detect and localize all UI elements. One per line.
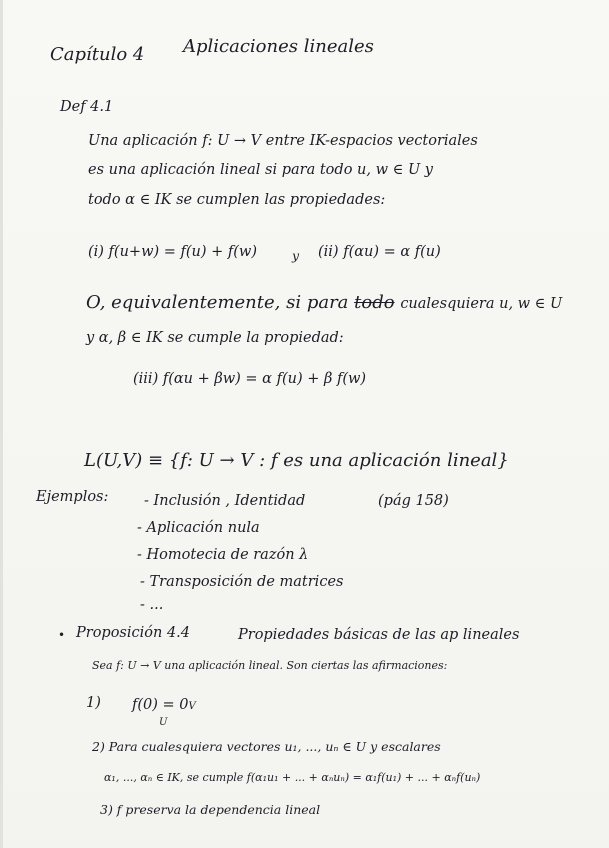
property-iii: (iii) f(αu + βw) = α f(u) + β f(w) bbox=[133, 371, 367, 387]
example-item-4: - Transposición de matrices bbox=[140, 574, 344, 590]
definition-line-1: Una aplicación f: U → V entre IK-espacios vectoriales bbox=[88, 133, 478, 149]
example-item-1: - Inclusión , Identidad bbox=[144, 493, 306, 509]
proposition-intro: Sea f: U → V una aplicación lineal. Son ciertas las afirmaciones: bbox=[92, 659, 448, 672]
example-item-2: - Aplicación nula bbox=[137, 520, 260, 536]
chapter-label: Capítulo 4 bbox=[50, 44, 145, 65]
equivalently-struck-word: todo bbox=[354, 292, 395, 313]
property-1-number: 1) bbox=[86, 695, 101, 711]
equivalently-suffix: cualesquiera u, w ∈ U bbox=[400, 296, 563, 312]
page-edge bbox=[0, 0, 3, 848]
linear-maps-set-definition: L(U,V) ≡ {f: U → V : f es una aplicación lineal} bbox=[84, 450, 509, 471]
property-i: (i) f(u+w) = f(u) + f(w) bbox=[88, 244, 257, 260]
property-1-open: f(0 bbox=[132, 697, 153, 713]
equivalently-line bbox=[86, 294, 562, 312]
property-3: 3) f preserva la dependencia lineal bbox=[100, 802, 321, 817]
definition-label: Def 4.1 bbox=[60, 99, 114, 115]
property-2-line-2: α₁, ..., αₙ ∈ IK, se cumple f(α₁u₁ + ... + αₙuₙ) = α₁f(u₁) + ... + αₙf(uₙ) bbox=[104, 771, 481, 784]
definition-line-3: todo α ∈ IK se cumplen las propiedades: bbox=[88, 192, 386, 208]
proposition-bullet: • bbox=[58, 628, 66, 642]
example-item-3: - Homotecia de razón λ bbox=[137, 547, 309, 563]
example-item-5: - ... bbox=[140, 597, 164, 613]
property-1-subscript-u: U bbox=[159, 717, 168, 728]
property-1-subscript-v: V bbox=[188, 701, 196, 712]
property-ii: (ii) f(αu) = α f(u) bbox=[318, 244, 441, 260]
page-reference: (pág 158) bbox=[378, 493, 449, 509]
property-2-line-1: 2) Para cualesquiera vectores u₁, ..., uₙ ∈ U y escalares bbox=[92, 739, 441, 754]
conjunction-y: y bbox=[292, 248, 300, 263]
equivalently-line-2: y α, β ∈ IK se cumple la propiedad: bbox=[86, 330, 344, 346]
property-1-close: ) = 0 bbox=[152, 697, 189, 713]
proposition-title: Propiedades básicas de las ap lineales bbox=[238, 627, 520, 643]
examples-label: Ejemplos: bbox=[36, 489, 109, 505]
property-1-formula bbox=[132, 698, 196, 713]
definition-line-2: es una aplicación lineal si para todo u, w ∈ U y bbox=[88, 162, 433, 178]
proposition-label: Proposición 4.4 bbox=[76, 625, 191, 641]
chapter-title: Aplicaciones lineales bbox=[183, 36, 374, 57]
equivalently-prefix: O, equivalentemente, si para bbox=[86, 292, 349, 313]
